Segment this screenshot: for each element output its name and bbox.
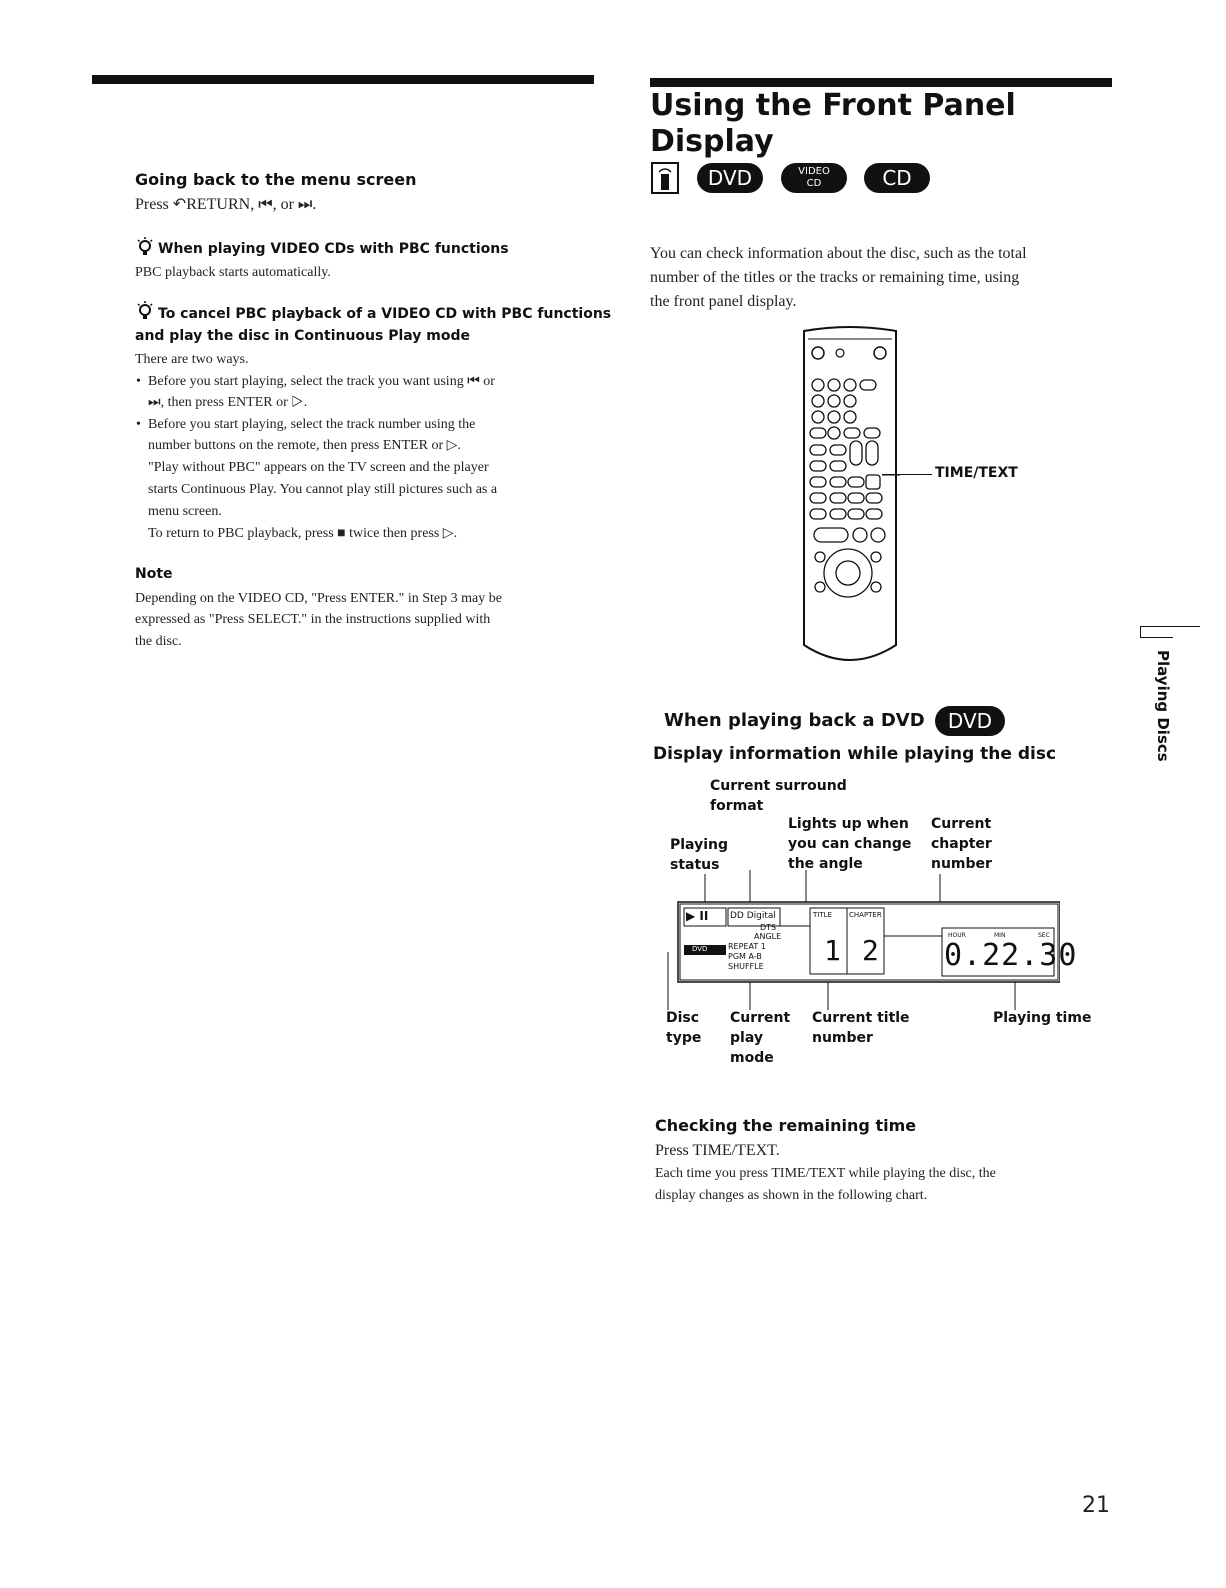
- chapter-label-line3: number: [931, 856, 992, 872]
- section-title: Going back to the menu screen: [135, 170, 417, 189]
- title-number-label-line2: number: [812, 1030, 873, 1046]
- lcd-sec-label: SEC: [1038, 932, 1050, 939]
- lcd-play-pause: ▶ II: [686, 909, 709, 923]
- chapter-label-line1: Current: [931, 816, 992, 832]
- bullet2-line4: starts Continuous Play. You cannot play still pictures such as a: [148, 482, 498, 497]
- surround-label-line2: format: [710, 798, 764, 814]
- lcd-digital: DD Digital: [730, 911, 776, 921]
- remote-control-illustration: [800, 325, 900, 670]
- bullet2-line6: To return to PBC playback, press ■ twice then press ▷.: [148, 526, 458, 541]
- bullet1-line1: • Before you start playing, select the track you want using ⏮ or: [148, 371, 495, 392]
- tip2-intro: There are two ways.: [135, 352, 249, 367]
- tip1-body: PBC playback starts automatically.: [135, 265, 331, 280]
- remaining-line2: display changes as shown in the following chart.: [655, 1188, 928, 1203]
- intro-line2: number of the titles or the tracks or remaining time, using: [650, 269, 1020, 286]
- intro-line1: You can check information about the disc, such as the total: [650, 245, 1027, 262]
- side-tab-bracket: [1140, 626, 1173, 638]
- lcd-chapter-label: CHAPTER: [849, 911, 882, 919]
- right-top-rule: [650, 78, 1112, 87]
- lcd-dts: DTS: [760, 923, 777, 932]
- page-title-line2: Display: [650, 124, 774, 159]
- bullet2-line2: number buttons on the remote, then press ENTER or ▷.: [148, 438, 461, 453]
- disc-type-label-line2: type: [666, 1030, 702, 1046]
- lcd-repeat: REPEAT 1: [728, 942, 766, 951]
- vcd-badge: [781, 163, 847, 193]
- chapter-label-line2: chapter: [931, 836, 992, 852]
- left-top-rule: [92, 75, 594, 84]
- angle-label-line3: the angle: [788, 856, 863, 872]
- tip1-title: When playing VIDEO CDs with PBC functions: [158, 241, 509, 257]
- vcd-badge-line2: CD: [806, 178, 822, 189]
- angle-label-line2: you can change: [788, 836, 912, 852]
- time-text-pointer-line: [882, 474, 932, 475]
- display-heading: Display information while playing the disc: [653, 744, 1057, 764]
- note-line1: Depending on the VIDEO CD, "Press ENTER." in Step 3 may be: [135, 591, 502, 606]
- intro-line3: the front panel display.: [650, 293, 797, 310]
- playing-time-label: Playing time: [993, 1010, 1092, 1026]
- lcd-hour-label: HOUR: [948, 932, 966, 939]
- tip-icon: [135, 300, 155, 322]
- angle-label-line1: Lights up when: [788, 816, 909, 832]
- tip-icon: [135, 236, 155, 258]
- side-tab-rule: [1170, 626, 1200, 627]
- page-title-line1: Using the Front Panel: [650, 88, 1016, 123]
- bullet2-line3: "Play without PBC" appears on the TV screen and the player: [148, 460, 489, 475]
- vcd-badge-line1: VIDEO: [798, 166, 830, 177]
- lcd-title-number: 1: [824, 934, 841, 967]
- remaining-line1: Each time you press TIME/TEXT while playing the disc, the: [655, 1166, 996, 1181]
- surround-label-line1: Current surround: [710, 778, 847, 794]
- play-mode-label-line3: mode: [730, 1050, 774, 1066]
- remaining-press: Press TIME/TEXT.: [655, 1142, 780, 1159]
- note-line3: the disc.: [135, 634, 182, 649]
- play-mode-label-line1: Current: [730, 1010, 791, 1026]
- page-number: 21: [1082, 1493, 1110, 1518]
- note-line2: expressed as "Press SELECT." in the instructions supplied with: [135, 612, 491, 627]
- play-mode-label-line2: play: [730, 1030, 763, 1046]
- tip2-title-line1: To cancel PBC playback of a VIDEO CD with PBC functions: [158, 306, 612, 322]
- remote-icon: [651, 162, 679, 194]
- section-body: Press ↶RETURN, ⏮, or ⏭.: [135, 196, 317, 213]
- note-title: Note: [135, 566, 173, 582]
- remaining-heading: Checking the remaining time: [655, 1116, 917, 1135]
- lcd-chapter-number: 2: [862, 934, 879, 967]
- title-number-label-line1: Current title: [812, 1010, 910, 1026]
- lcd-shuffle: SHUFFLE: [728, 962, 764, 971]
- lcd-time-value: 0.22.30: [944, 938, 1078, 973]
- lcd-pgm: PGM A-B: [728, 952, 762, 961]
- time-text-label: TIME/TEXT: [935, 465, 1018, 481]
- status-label-line2: status: [670, 857, 720, 873]
- bullet1-line2: ⏭, then press ENTER or ▷.: [148, 395, 308, 410]
- lcd-angle: ANGLE: [754, 932, 782, 941]
- status-label-line1: Playing: [670, 837, 728, 853]
- lcd-min-label: MIN: [994, 932, 1006, 939]
- bullet2-line5: menu screen.: [148, 504, 222, 519]
- tip2-title-line2: and play the disc in Continuous Play mode: [135, 328, 471, 344]
- lcd-title-label: TITLE: [813, 911, 832, 919]
- lcd-disc-type: DVD: [692, 945, 708, 953]
- cd-badge: CD: [864, 163, 930, 193]
- side-tab-label: Playing Discs: [1154, 650, 1172, 762]
- bullet2-line1: • Before you start playing, select the track number using the: [148, 414, 475, 435]
- dvd-heading: When playing back a DVD: [664, 710, 925, 731]
- dvd-heading-badge: DVD: [935, 706, 1005, 736]
- dvd-badge: DVD: [697, 163, 763, 193]
- disc-type-label-line1: Disc: [666, 1010, 700, 1026]
